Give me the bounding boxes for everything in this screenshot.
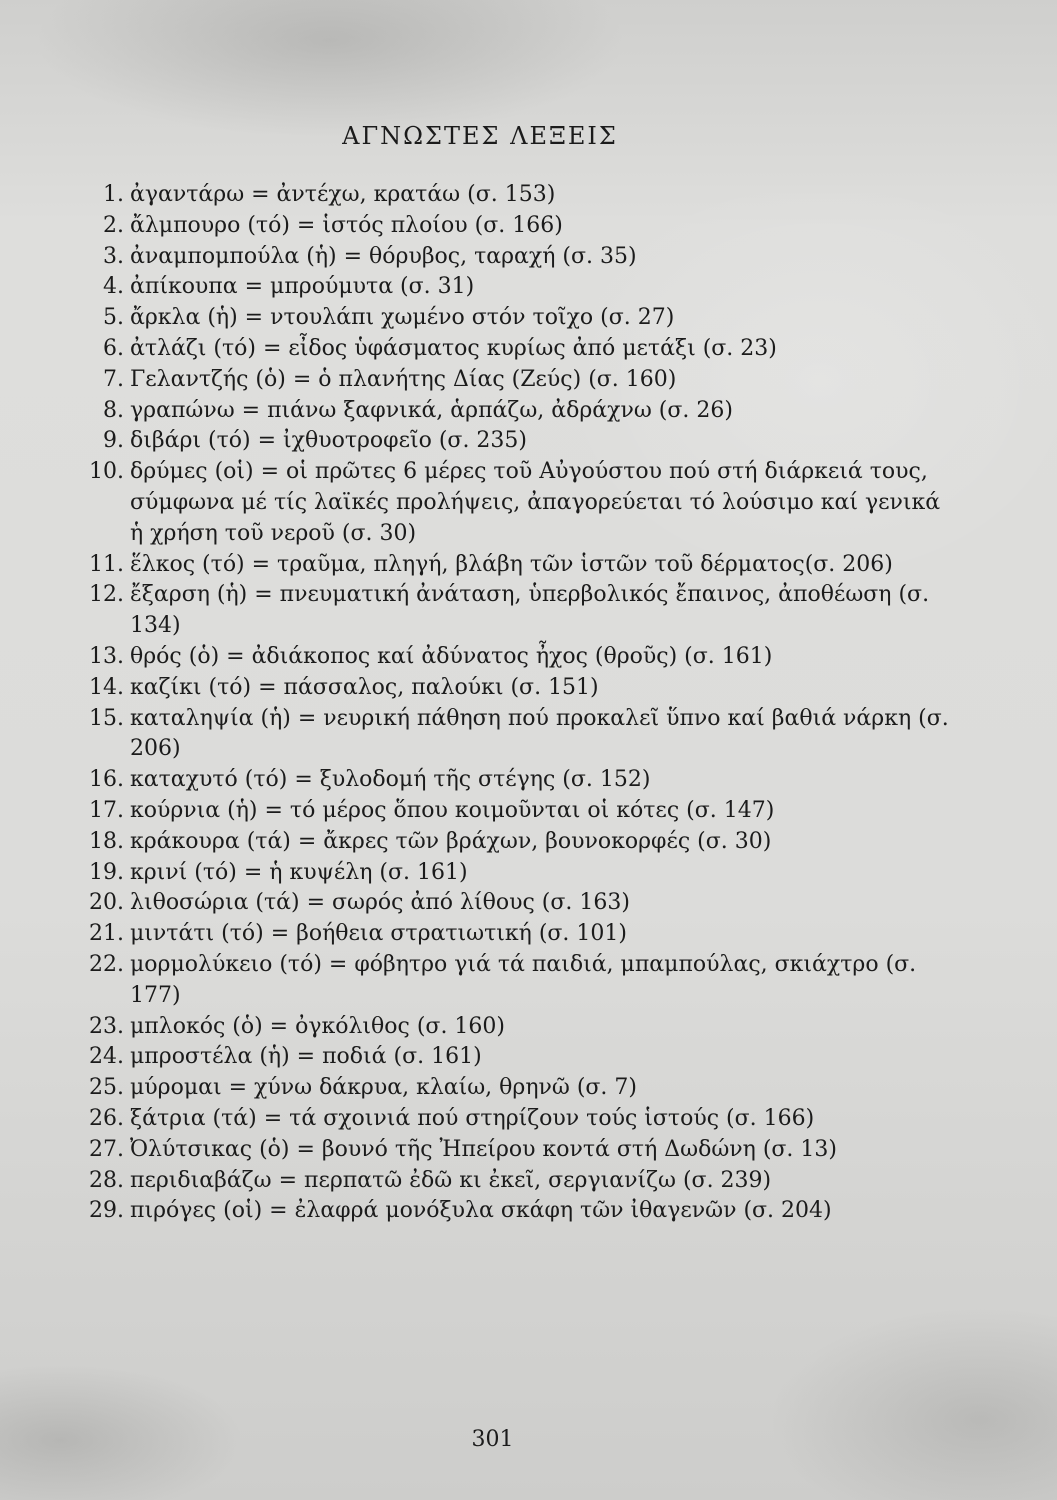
entry-text: καταληψία (ἡ) = νευρική πάθηση πού προκαλεῖ ὕπνο καί βαθιά νάρκη (σ. 206) xyxy=(130,705,949,762)
entry-number: 18. xyxy=(89,828,124,854)
glossary-entry xyxy=(78,211,958,242)
entry-text: ἄρκλα (ἡ) = ντουλάπι χωμένο στόν τοῖχο (σ. 27) xyxy=(130,305,675,331)
entry-number: 4. xyxy=(103,274,124,300)
entry-text: κρινί (τό) = ἡ κυψέλη (σ. 161) xyxy=(130,859,468,885)
glossary-entry xyxy=(78,642,958,673)
entry-text: ἀγαντάρω = ἀντέχω, κρατάω (σ. 153) xyxy=(130,182,556,207)
glossary-entry xyxy=(78,580,958,642)
entry-text: Γελαντζής (ὁ) = ὁ πλανήτης Δίας (Ζεύς) (σ. 160) xyxy=(130,366,677,392)
entry-number: 6. xyxy=(103,335,124,361)
entry-number: 11. xyxy=(89,551,124,577)
entry-number: 7. xyxy=(103,366,124,392)
entry-number: 9. xyxy=(103,428,124,454)
glossary-entry xyxy=(78,858,958,889)
page-number: 301 xyxy=(471,1427,514,1452)
glossary-list xyxy=(78,180,958,1227)
entry-text: περιδιαβάζω = περπατῶ ἐδῶ κι ἐκεῖ, σεργιανίζω (σ. 239) xyxy=(130,1167,772,1193)
entry-number: 17. xyxy=(89,797,124,823)
entry-text: κράκουρα (τά) = ἄκρες τῶν βράχων, βουνοκορφές (σ. 30) xyxy=(130,828,772,854)
entry-number: 13. xyxy=(89,643,124,669)
glossary-entry xyxy=(78,1073,958,1104)
entry-text: ἕλκος (τό) = τραῦμα, πληγή, βλάβη τῶν ἱστῶν τοῦ δέρματος(σ. 206) xyxy=(130,551,893,577)
glossary-entry xyxy=(78,272,958,303)
entry-text: καταχυτό (τό) = ξυλοδομή τῆς στέγης (σ. 152) xyxy=(130,767,651,793)
glossary-entry xyxy=(78,426,958,457)
entry-number: 29. xyxy=(89,1198,124,1224)
entry-number: 19. xyxy=(89,859,124,885)
entry-number: 23. xyxy=(89,1013,124,1039)
entry-number: 16. xyxy=(89,767,124,793)
glossary-entry xyxy=(78,1166,958,1197)
entry-number: 26. xyxy=(89,1105,124,1131)
entry-number: 24. xyxy=(89,1044,124,1070)
entry-text: ἀπίκουπα = μπρούμυτα (σ. 31) xyxy=(130,274,475,300)
glossary-entry xyxy=(78,242,958,273)
glossary-entry xyxy=(78,765,958,796)
glossary-entry xyxy=(78,180,958,211)
entry-number: 14. xyxy=(89,674,124,700)
entry-number: 5. xyxy=(103,305,124,331)
entry-text: λιθοσώρια (τά) = σωρός ἀπό λίθους (σ. 163) xyxy=(130,890,630,916)
glossary-entry xyxy=(78,1104,958,1135)
entry-text: διβάρι (τό) = ἰχθυοτροφεῖο (σ. 235) xyxy=(130,428,527,454)
entry-text: ἔξαρση (ἡ) = πνευματική ἀνάταση, ὑπερβολικός ἔπαινος, ἀποθέωση (σ. 134) xyxy=(130,582,930,639)
entry-number: 20. xyxy=(89,890,124,916)
entry-number: 21. xyxy=(89,921,124,947)
entry-text: πιρόγες (οἱ) = ἐλαφρά μονόξυλα σκάφη τῶν ἰθαγενῶν (σ. 204) xyxy=(130,1198,832,1224)
entry-text: ἄλμπουρο (τό) = ἱστός πλοίου (σ. 166) xyxy=(130,212,563,238)
entry-number: 3. xyxy=(103,243,124,269)
entry-number: 22. xyxy=(89,951,124,977)
glossary-entry xyxy=(78,888,958,919)
entry-number: 15. xyxy=(89,705,124,731)
entry-text: ἀτλάζι (τό) = εἶδος ὑφάσματος κυρίως ἀπό μετάξι (σ. 23) xyxy=(130,335,777,361)
entry-text: μπροστέλα (ἡ) = ποδιά (σ. 161) xyxy=(130,1044,482,1070)
glossary-entry xyxy=(78,919,958,950)
glossary-entry xyxy=(78,365,958,396)
glossary-entry xyxy=(78,303,958,334)
entry-number: 27. xyxy=(89,1136,124,1162)
entry-text: Ὀλύτσικας (ὁ) = βουνό τῆς Ἠπείρου κοντά στή Δωδώνη (σ. 13) xyxy=(130,1136,837,1162)
entry-text: κούρνια (ἡ) = τό μέρος ὅπου κοιμοῦνται οἱ κότες (σ. 147) xyxy=(130,797,775,823)
glossary-entry xyxy=(78,334,958,365)
glossary-entry xyxy=(78,550,958,581)
glossary-entry xyxy=(78,950,958,1012)
entry-number: 1. xyxy=(103,182,124,207)
entry-number: 12. xyxy=(89,582,124,608)
entry-text: καζίκι (τό) = πάσσαλος, παλούκι (σ. 151) xyxy=(130,674,599,700)
glossary-entry xyxy=(78,1196,958,1227)
entry-text: μορμολύκειο (τό) = φόβητρο γιά τά παιδιά, μπαμπούλας, σκιάχτρο (σ. 177) xyxy=(130,951,917,1008)
entry-number: 25. xyxy=(89,1075,124,1101)
entry-text: δρύμες (οἱ) = οἱ πρῶτες 6 μέρες τοῦ Αὐγούστου πού στή διάρκειά τους, σύμφωνα μέ τίς λαϊκές προλήψεις, ἀπαγορεύεται τό λούσιμο καί γενικά ἡ χρήση τοῦ νεροῦ (σ. 30) xyxy=(130,459,941,546)
entry-number: 28. xyxy=(89,1167,124,1193)
entry-text: μιντάτι (τό) = βοήθεια στρατιωτική (σ. 101) xyxy=(130,921,627,947)
glossary-entry xyxy=(78,1012,958,1043)
entry-text: ἀναμπομπούλα (ἡ) = θόρυβος, ταραχή (σ. 35) xyxy=(130,243,637,269)
glossary-entry xyxy=(78,457,958,549)
entry-number: 10. xyxy=(89,459,124,485)
entry-text: ξάτρια (τά) = τά σχοινιά πού στηρίζουν τούς ἱστούς (σ. 166) xyxy=(130,1105,815,1131)
glossary-entry xyxy=(78,1042,958,1073)
glossary-entry xyxy=(78,1135,958,1166)
page-title: ΑΓΝΩΣΤΕΣ ΛΕΞΕΙΣ xyxy=(342,122,618,150)
entry-text: μπλοκός (ὁ) = ὀγκόλιθος (σ. 160) xyxy=(130,1013,506,1039)
glossary-entry xyxy=(78,796,958,827)
entry-text: μύρομαι = χύνω δάκρυα, κλαίω, θρηνῶ (σ. 7) xyxy=(130,1075,637,1101)
entry-number: 2. xyxy=(103,212,124,238)
glossary-entry xyxy=(78,396,958,427)
entry-text: γραπώνω = πιάνω ξαφνικά, ἁρπάζω, ἀδράχνω (σ. 26) xyxy=(130,397,733,423)
glossary-entry xyxy=(78,827,958,858)
glossary-entry xyxy=(78,673,958,704)
entry-text: θρός (ὁ) = ἀδιάκοπος καί ἀδύνατος ἦχος (θροῦς) (σ. 161) xyxy=(130,643,773,669)
glossary-entry xyxy=(78,704,958,766)
entry-number: 8. xyxy=(103,397,124,423)
